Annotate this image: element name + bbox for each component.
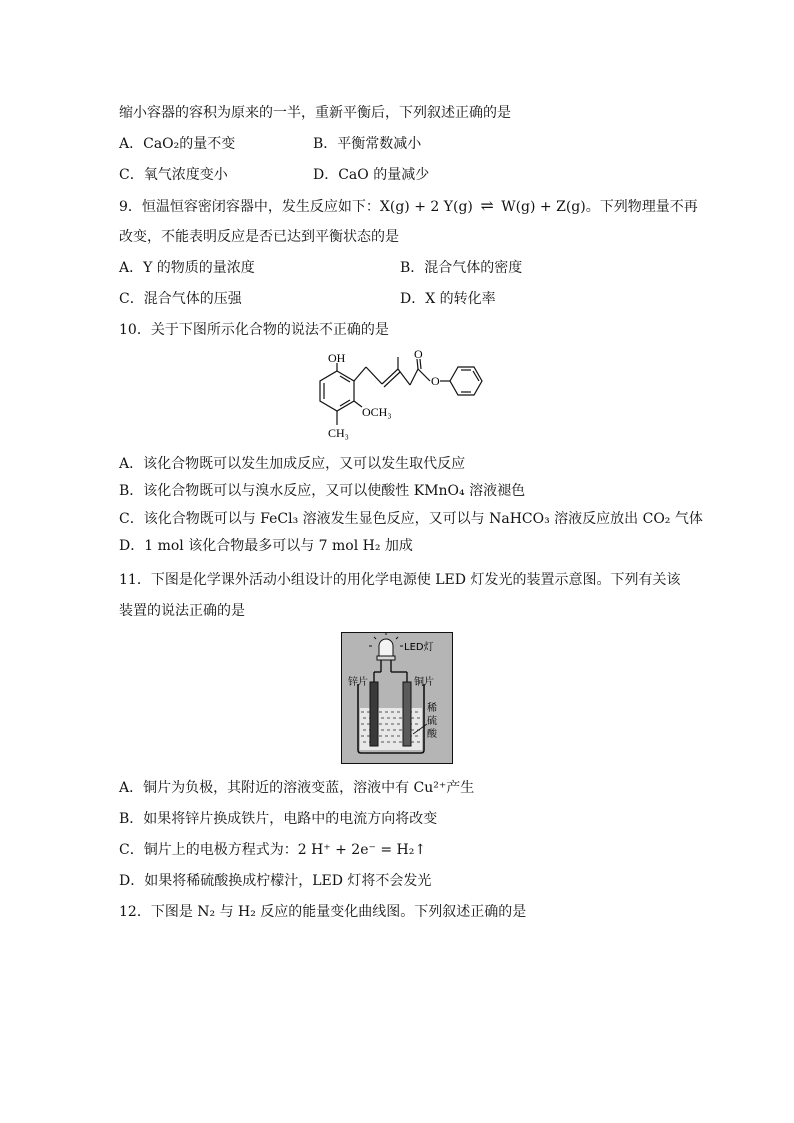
q9-option-a: A．Y 的物质的量浓度	[119, 260, 255, 276]
q10-option-a: A．该化合物既可以发生加成反应，又可以发生取代反应	[119, 456, 466, 472]
q8-option-d: D．CaO 的量减少	[313, 167, 430, 183]
zinc-label: 锌片	[348, 677, 368, 688]
q12-stem: 12．下图是 N₂ 与 H₂ 反应的能量变化曲线图。下列叙述正确的是	[119, 904, 527, 920]
q11-option-d: D．如果将稀硫酸换成柠檬汁，LED 灯将不会发光	[119, 873, 432, 889]
q9-stem-before: 9．恒温恒容密闭容器中，发生反应如下：X(g) + 2 Y(g)	[119, 199, 473, 215]
acid-label-2: 硫	[427, 716, 437, 727]
ch3-label: CH₃	[328, 426, 349, 440]
q8-option-a: A．CaO₂的量不变	[119, 136, 236, 152]
q8-stem: 缩小容器的容积为原来的一半，重新平衡后，下列叙述正确的是	[119, 105, 511, 121]
q10-stem: 10．关于下图所示化合物的说法不正确的是	[119, 322, 389, 338]
q10-option-d: D．1 mol 该化合物最多可以与 7 mol H₂ 加成	[119, 538, 413, 554]
q9-stem2: 改变，不能表明反应是否已达到平衡状态的是	[119, 229, 399, 245]
q11-stem2: 装置的说法正确的是	[119, 603, 245, 619]
molecule-bonds	[320, 357, 482, 425]
copper-electrode	[403, 682, 411, 746]
och3-label: OCH₃	[362, 405, 392, 419]
q9-option-c: C．混合气体的压强	[119, 291, 242, 307]
q11-option-a: A．铜片为负极，其附近的溶液变蓝，溶液中有 Cu²⁺产生	[119, 780, 475, 796]
equilibrium-arrow-icon: ⇌	[480, 196, 494, 215]
q9-stem	[119, 197, 698, 216]
q11-battery-figure	[341, 632, 453, 764]
q9-option-d: D．X 的转化率	[400, 291, 496, 307]
acid-label-1: 稀	[427, 703, 437, 714]
q8-option-b: B．平衡常数减小	[313, 136, 422, 152]
q11-option-c: C．铜片上的电极方程式为：2 H⁺ + 2e⁻ = H₂↑	[119, 842, 427, 858]
q11-stem: 11．下图是化学课外活动小组设计的用化学电源使 LED 灯发光的装置示意图。下列有关该	[119, 572, 681, 588]
q10-option-c: C．该化合物既可以与 FeCl₃ 溶液发生显色反应，又可以与 NaHCO₃ 溶液反应放出 CO₂ 气体	[119, 511, 703, 527]
q11-option-b: B．如果将锌片换成铁片，电路中的电流方向将改变	[119, 811, 438, 827]
led-label: LED灯	[404, 642, 434, 653]
zinc-electrode	[370, 682, 378, 746]
copper-label: 铜片	[414, 677, 434, 688]
carbonyl-o-label: O	[414, 347, 423, 361]
q10-option-b: B．该化合物既可以与溴水反应，又可以使酸性 KMnO₄ 溶液褪色	[119, 483, 526, 499]
acid-label-3: 酸	[427, 729, 437, 740]
q9-option-b: B．混合气体的密度	[400, 260, 523, 276]
q10-structure-figure	[290, 345, 500, 450]
q8-option-c: C．氧气浓度变小	[119, 167, 228, 183]
ester-o-label: O	[431, 374, 440, 388]
oh-label: OH	[328, 351, 346, 365]
q9-stem-after: W(g) + Z(g)。下列物理量不再	[501, 199, 698, 215]
